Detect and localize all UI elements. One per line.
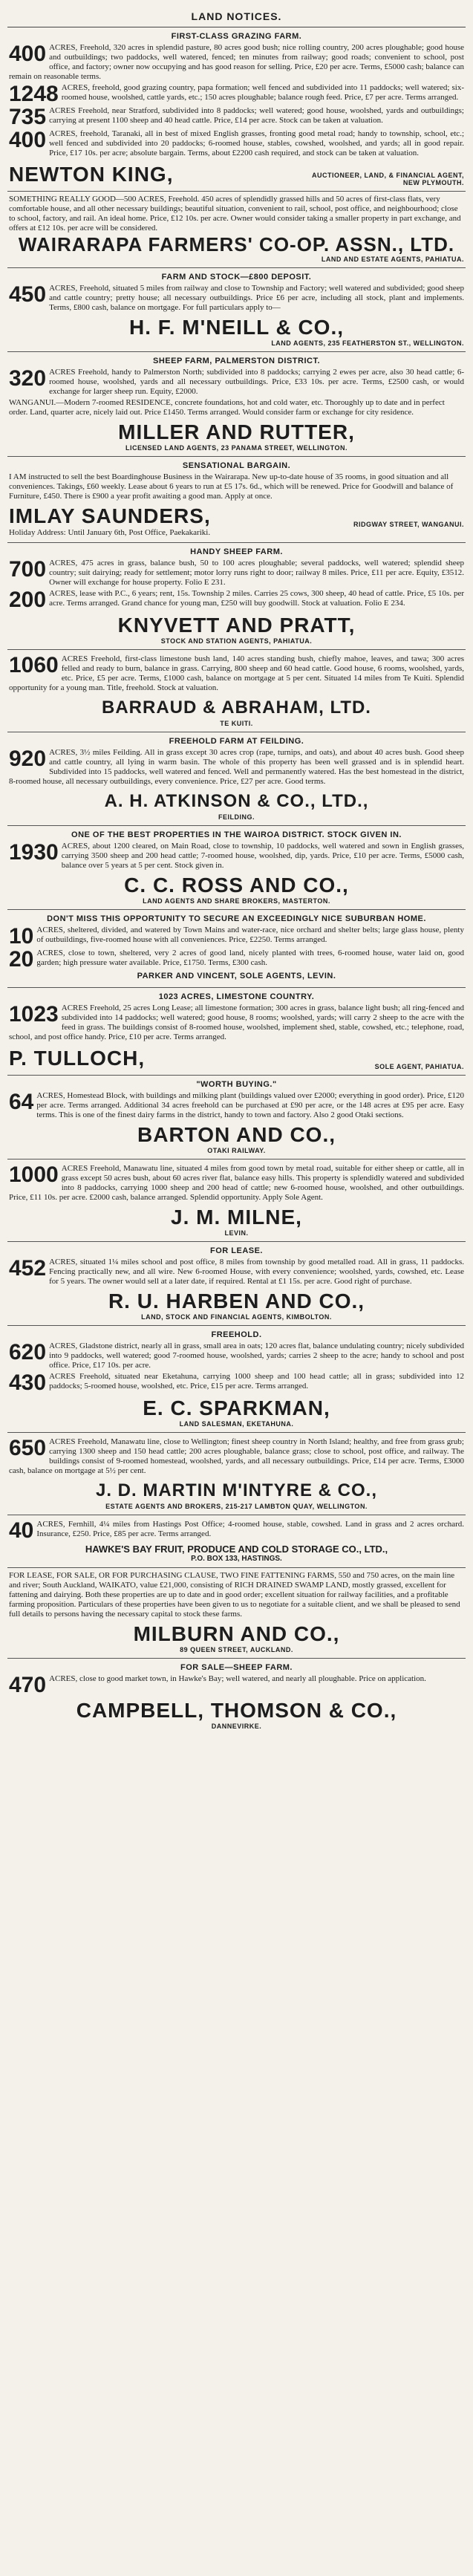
listing [9,748,464,787]
agent-name: MILBURN AND CO., [133,1622,340,1645]
acre-number: 430 [9,1370,47,1395]
listing [9,654,464,693]
listing [9,559,464,588]
acre-number: 700 [9,557,47,582]
listing [9,1258,464,1287]
agent-name: P. TULLOCH, [9,1047,146,1070]
agent-block [9,501,464,528]
acre-number: 10 [9,924,34,949]
agent-name: R. U. HARBEN AND CO., [108,1289,365,1313]
agent-block [9,160,464,186]
listing-text: ACRES, 475 acres in grass, balance bush, 50 to 100 acres ploughable; several paddocks, well watered; splendid sheep country; suit dairying; ready for settlement; motor lorry runs right to door; railway 8 miles. Price, £11 per acre. Equity, £3512. Owner will exchange for house property. Folio E 231. [49,559,464,587]
ad-hawkes-bay [7,1515,466,1568]
listing-text: ACRES Freehold, handy to Palmerston North; subdivided into 8 paddocks; carrying 2 ewes per acre, also 30 head cattle; 6-roomed house, woolshed, yards and all necessary outbuildings. Price, £33 10s. per acre. Terms, £2500 cash, or would exchange for larger sheep run. Equity, £2000. [49,368,464,396]
listing-text: ACRES, lease with P.C., 6 years; rent, 15s. Township 2 miles. Carries 25 cows, 300 sheep, 40 head of cattle. Price, £5 10s. per acre. Terms arranged. Grand chance for young man, £250 will buy goodwill. Stock at valuation. Folio E 234. [49,589,464,608]
ad-knyvett [7,543,466,650]
ad-note: Holiday Address: Until January 6th, Post Office, Paekakariki. [9,528,211,537]
listing-text: ACRES, freehold, Taranaki, all in best of mixed English grasses, fronting good metal road; handy to township, school, etc.; well fenced and subdivided into 20 paddocks; 6-roomed house, stables, cowshed, woolshed, and yards; all in good repair. Price, £17 10s. per acre; absolute bargain. Terms, about £2200 cash required, and stock can be taken at valuation. [49,129,464,157]
listing-text: ACRES, Homestead Block, with buildings and milking plant (buildings valued over £2000; everything in good order). Price, £120 per acre. Terms arranged. Additional 34 acres freehold can be purchased at £90 per acre, or the 148 acres at £95 per acre. Easy terms. This is one of the finest dairy farms in the district, handy to town and factory. Also 2 good Otaki sections. [36,1091,464,1119]
agent-name: J. M. MILNE, [171,1206,302,1229]
ad-title: ONE OF THE BEST PROPERTIES IN THE WAIROA DISTRICT. STOCK GIVEN IN. [71,830,402,839]
acre-number: 64 [9,1090,34,1114]
listing-text: ACRES Freehold, 25 acres Long Lease; all limestone formation; 300 acres in grass, balance light bush; all ring-fenced and subdivided into 14 paddocks; well watered; good house, 8 rooms; woolshed, yards; will carry 2 sheep to the acre with the feed in grass. The buildings consist of 8-roomed house, woolshed, implement shed, stable, cowshed, etc.; telephone, road, school, and post office handy. Price, £10 per acre. Terms arranged. [9,1004,464,1041]
ad-title: FREEHOLD. [211,1330,262,1339]
agent-name: NEWTON KING, [9,163,174,186]
ad-wairarapa [7,192,466,268]
agent-block [9,1044,464,1070]
ad-ross [7,826,466,910]
ad-title: FREEHOLD FARM AT FEILDING. [169,737,304,746]
listing [9,83,464,105]
acre-number: 200 [9,588,47,612]
ad-parker [7,910,466,988]
ad-atkinson [7,732,466,826]
listing [9,1520,464,1541]
agent-subtitle: TE KUITI. [220,720,253,727]
agent-name: WAIRARAPA FARMERS' CO-OP. ASSN., LTD. [18,233,455,256]
listing-text: ACRES, Gladstone district, nearly all in grass, small area in oats; 120 acres flat, balance undulating country; nicely subdivided into 9 paddocks, well watered; good 7-roomed house, woolshed, yards; carries 2 sheep to the acre; handy to school and post office. Price, £17 10s. per acre. [49,1341,464,1370]
agent-subtitle: 89 QUEEN STREET, AUCKLAND. [180,1646,293,1653]
agent-subtitle: LICENSED LAND AGENTS, 23 PANAMA STREET, WELLINGTON. [125,444,348,452]
listing [9,1091,464,1120]
ad-title: SHEEP FARM, PALMERSTON DISTRICT. [152,357,321,365]
acre-number: 920 [9,747,47,771]
acre-number: 400 [9,128,47,152]
ad-harben [7,1242,466,1326]
ad-intro: I AM instructed to sell the best Boardinghouse Business in the Wairarapa. New up-to-date house of 35 rooms, in good situation and all conveniences. Takings, £60 weekly. Lease about 6 years to run at £5 17s. 6d., which will be renewed. Price for Goodwill and balance of Furniture, £450. There is £900 a year profit awaiting a good man. Apply at once. [9,472,454,501]
listing-text: ACRES Freehold, near Stratford, subdivided into 8 paddocks; well watered; good house, woolshed, yards and outbuildings; carrying at present 1100 sheep and 40 head cattle. Price, £14 per acre. Stock can be taken at valuation. [49,106,464,125]
ad-mcneill [7,268,466,352]
ad-title: DON'T MISS THIS OPPORTUNITY TO SECURE AN EXCEEDINGLY NICE SUBURBAN HOME. [47,914,426,923]
ad-title: FIRST-CLASS GRAZING FARM. [171,32,302,41]
ad-campbell [7,1659,466,1734]
acre-number: 320 [9,366,47,391]
company-name: HAWKE'S BAY FRUIT, PRODUCE AND COLD STORAGE CO., LTD., [85,1544,388,1555]
ad-title: FOR LEASE. [209,1246,263,1255]
agent-subtitle: AUCTIONEER, LAND, & FINANCIAL AGENT, NEW PLYMOUTH. [311,172,464,186]
agent-subtitle: SOLE AGENT, PAHIATUA. [374,1063,464,1070]
agent-subtitle: DANNEVIRKE. [211,1723,262,1730]
agent-name: BARTON AND CO., [137,1123,336,1146]
ad-miller-rutter [7,352,466,457]
ad-title: "WORTH BUYING." [196,1080,277,1089]
agent-name: H. F. M'NEILL & CO., [128,316,345,339]
acre-number: 450 [9,282,47,307]
agent-name: J. D. MARTIN M'INTYRE & CO., [95,1480,378,1500]
ad-intro: SOMETHING REALLY GOOD—500 ACRES, Freehold. 450 acres of splendidly grassed hills and 50 acres of first-class flats, very comfortable house, and all other necessary buildings; beautiful situation, convenient to rail, school, post office, and neighbourhood; close to school, factory, and rail. An ideal home. Price, £12 10s. per acre. Owner would consider taking a smaller property in part exchange, and offers at £12 10s. per acre will be considered. [9,195,461,232]
acre-number: 1023 [9,1002,59,1027]
listing-text: ACRES Freehold, situated near Eketahuna, carrying 1000 sheep and 100 head cattle; all in grass; subdivided into 12 paddocks; 5-roomed house, woolshed, etc. Price, £15 per acre. Terms arranged. [49,1372,464,1391]
ad-tulloch [7,988,466,1076]
agent-name: MILLER AND RUTTER, [118,420,355,443]
listing [9,1341,464,1370]
listing [9,1372,464,1393]
land-notices-page [7,7,466,2561]
acre-number: 452 [9,1256,47,1281]
ad-title: FARM AND STOCK—£800 DEPOSIT. [161,273,312,282]
agent-name: A. H. ATKINSON & CO., LTD., [104,791,369,811]
listing-text: ACRES, situated 1¼ miles school and post office, 8 miles from township by good metalled road. All in grass, 11 paddocks. Fencing practically new, and all wire. New 6-roomed House, with every convenience; woolshed, yards, cowshed, etc. Lease for 5 years. The owner would sell at a later date, if required. Rental at £1 15s. per acre. Good right of purchase. [49,1258,464,1286]
listing-text: ACRES, close to good market town, in Hawke's Bay; well watered, and nearly all ploughable. Price on application. [49,1674,426,1683]
ad-extra: WANGANUI.—Modern 7-roomed RESIDENCE, concrete foundations, hot and cold water, etc. Thoroughly up to date and in perfect order. Land, quarter acre, nicely laid out. Price £1450. Terms arranged. Would consider farm or exchange for city residence. [9,398,445,417]
listing-text: ACRES, Fernhill, 4¼ miles from Hastings Post Office; 4-roomed house, stable, cowshed. Land in grass and 2 acres orchard. Insurance, £250. Price, £85 per acre. Terms arranged. [36,1520,464,1538]
acre-number: 620 [9,1340,47,1365]
listing [9,949,464,970]
agent-name: KNYVETT AND PRATT, [117,614,356,637]
acre-number: 1060 [9,653,59,677]
agent-subtitle: RIDGWAY STREET, WANGANUI. [353,521,464,528]
ad-title: HANDY SHEEP FARM. [190,547,283,556]
listing-text: ACRES Freehold, Manawatu line, close to Wellington; finest sheep country in North Island; healthy, and free from grass grub; carrying 1300 sheep and 150 head cattle; 200 acres ploughable, balance grass; close to school, post office, and railway. The buildings consist of 9-roomed homestead, woolshed, yards, and all necessary outbuildings. Price, £14 per acre. Terms, £3000 cash, balance on mortgage at 5½ per cent. [9,1437,464,1475]
acre-number: 20 [9,947,34,972]
ad-title: FOR SALE—SHEEP FARM. [180,1663,293,1672]
agent-subtitle: FEILDING. [218,813,255,821]
listing [9,129,464,158]
agent-subtitle: LAND AGENTS AND SHARE BROKERS, MASTERTON. [143,897,330,905]
listing [9,1004,464,1042]
agent-name: C. C. ROSS AND CO., [124,874,349,897]
agent-subtitle: LAND AND ESTATE AGENTS, PAHIATUA. [321,256,464,263]
acre-number: 40 [9,1518,34,1543]
listing-text: ACRES, freehold, good grazing country, papa formation; well fenced and subdivided into 11 paddocks; well watered; six-roomed house, woolshed, cattle yards, etc.; 150 acres ploughable; balance rough feed. Price, £7 per acre. Terms arranged. [61,83,464,102]
ad-barraud [7,650,466,732]
listing-text: ACRES Freehold, Manawatu line, situated 4 miles from good town by metal road, suitable for either sheep or cattle, all in grass except 50 acres bush, about 60 acres river flat, balance easy hills. This property is splendidly watered and subdivided into 8 paddocks, carrying 1000 sheep and 200 head of cattle; new 6-roomed house, woolshed, and other outbuildings. Price, £11 10s. per acre. £2000 cash, balance arranged. Splendid opportunity. Apply Sole Agent. [9,1164,464,1202]
agent-name: E. C. SPARKMAN, [143,1396,330,1419]
listing [9,1437,464,1476]
ad-sparkman [7,1326,466,1433]
ad-mcintyre [7,1433,466,1515]
listing [9,589,464,611]
agent-subtitle: OTAKI RAILWAY. [207,1147,266,1154]
company-subtitle: P.O. BOX 133, HASTINGS. [191,1555,282,1563]
ad-title: 1023 ACRES, LIMESTONE COUNTRY. [158,992,315,1001]
ad-milburn [7,1568,466,1659]
ad-newton-king [7,27,466,192]
listing-text: ACRES, sheltered, divided, and watered by Town Mains and water-race, nice orchard and shelter belts; large glass house, plenty of outbuildings, five-roomed house with all conveniences. Price, £2250. Terms arranged. [36,926,464,944]
listing [9,1164,464,1203]
listing-text: ACRES Freehold, first-class limestone bush land, 140 acres standing bush, chiefly mahoe, leaves, and tawa; 300 acres felled and ready to burn, balance in grass. Carrying, 800 sheep and 60 head cattle. Good house, 6 rooms, woolshed, yards, etc. Price, £5 per acre. Terms, £1000 cash, balance on mortgage at 5 per cent. Situated 14 miles from Te Kuiti. Splendid opportunity for a young man. Title, freehold. Stock at valuation. [9,654,464,692]
acre-number: 1930 [9,840,59,865]
listing [9,43,464,82]
listing [9,368,464,397]
listing [9,926,464,947]
ad-milne [7,1159,466,1242]
listing-text: ACRES, 3½ miles Feilding. All in grass except 30 acres crop (rape, turnips, and oats), and about 40 acres bush. Good sheep and cattle country, all lying in warm basin. The whole of this property has been well grassed and is in splendid heart. Subdivided into 15 paddocks, well watered and fenced. Well and permanently watered. Has the best homestead in the district, 8-roomed house, all necessary outbuildings, every convenience. Price, £27 per acre. Good terms. [9,748,464,786]
acre-number: 650 [9,1436,47,1460]
listing [9,284,464,313]
agent-name: PARKER AND VINCENT, SOLE AGENTS, LEVIN. [137,972,336,980]
acre-number: 735 [9,105,47,129]
agent-subtitle: ESTATE AGENTS AND BROKERS, 215-217 LAMBTON QUAY, WELLINGTON. [105,1503,368,1510]
agent-subtitle: LAND, STOCK AND FINANCIAL AGENTS, KIMBOLTON. [141,1313,332,1321]
agent-name: BARRAUD & ABRAHAM, LTD. [102,697,371,718]
acre-number: 1000 [9,1162,59,1187]
listing [9,1674,464,1696]
agent-name: IMLAY SAUNDERS, [9,504,211,527]
listing-text: ACRES, Freehold, situated 5 miles from railway and close to Township and Factory; well watered and subdivided; good sheep and cattle country; pretty house; all necessary outbuildings. Price £6 per acre, including all stock, plant and implements. Terms, £800 cash, balance on mortgage. For full particulars apply to— [49,284,464,312]
ad-barton [7,1076,466,1159]
listing-text: ACRES, about 1200 cleared, on Main Road, close to township, 10 paddocks, well watered and sown in English grasses, carrying 3500 sheep and 200 head cattle; 7-roomed house, woolshed, dip, yards. Price, £10 per acre. Terms, £5000 cash, balance over 5 years at 5 per cent. Stock given in. [61,842,464,870]
agent-name: CAMPBELL, THOMSON & CO., [76,1699,397,1722]
acre-number: 400 [9,42,47,66]
ad-title: SENSATIONAL BARGAIN. [182,461,291,470]
ad-imlay [7,457,466,543]
agent-subtitle: LAND AGENTS, 235 FEATHERSTON ST., WELLINGTON. [271,339,464,347]
acre-number: 1248 [9,82,59,106]
agent-subtitle: LEVIN. [224,1229,249,1237]
listing-text: ACRES, close to town, sheltered, very 2 acres of good land, nicely planted with trees, 6-roomed house, water laid on, good garden; high pressure water available. Price, £1750. Terms, £300 cash. [36,949,464,967]
agent-subtitle: STOCK AND STATION AGENTS, PAHIATUA. [160,637,313,645]
acre-number: 470 [9,1673,47,1697]
listing [9,842,464,871]
agent-subtitle: LAND SALESMAN, EKETAHUNA. [179,1420,294,1428]
listing-text: ACRES, Freehold, 320 acres in splendid pasture, 80 acres good bush; nice rolling country, 200 acres ploughable; good house and outbuildings; two paddocks, well watered, fenced; ten minutes from railway; good roads; convenient to school, post office, and factory; owner now occupying and has good reason for selling. Price, £20 per acre. Terms, £5000 cash; balance can remain on reasonable terms. [9,43,464,81]
ad-intro: FOR LEASE, FOR SALE, OR FOR PURCHASING CLAUSE, TWO FINE FATTENING FARMS, 550 and 750 acres, on the main line and river; South Auckland, WAIKATO, value £21,000, consisting of RICH DRAINED SWAMP LAND, mostly grassed, excellent for fattening and dairying. Both these properties are up to date and in good order; excellent situation for railway facilities, and a profitable farming proposition. Particulars of these properties have been given to us to negotiate for a suitable client, and we shall be pleased to send full details to persons having the necessary capital to stock these farms. [9,1571,460,1619]
listing [9,106,464,128]
page-title: LAND NOTICES. [7,7,466,27]
